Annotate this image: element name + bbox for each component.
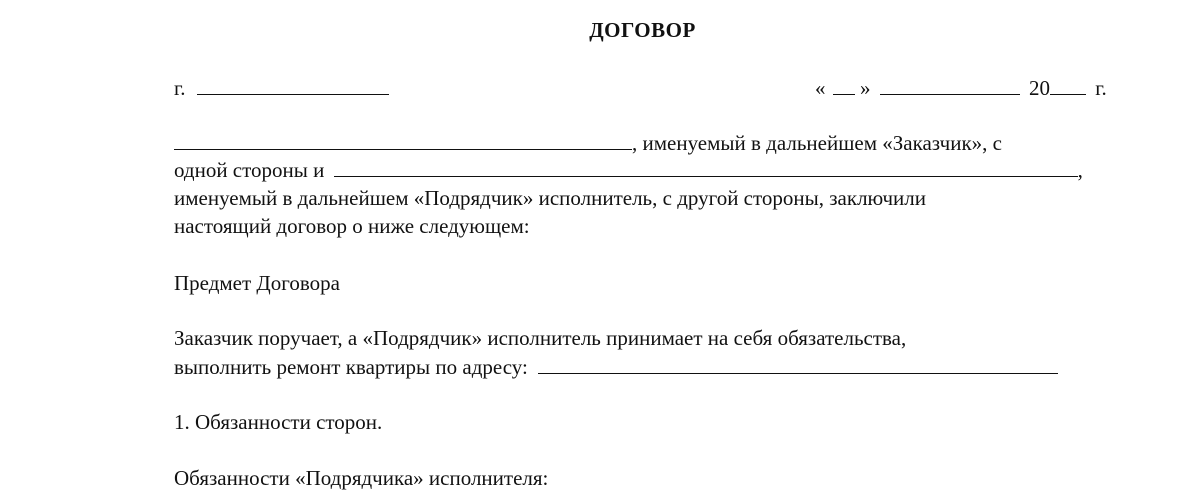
date-close-quote: »: [860, 76, 871, 100]
para1-line1-text: , именуемый в дальнейшем «Заказчик», с: [632, 131, 1003, 155]
city-blank: [197, 75, 389, 95]
year-blank: [1050, 75, 1086, 95]
para1-line1: [174, 130, 1002, 156]
day-blank: [833, 75, 855, 95]
document-title: ДОГОВОР: [589, 18, 696, 42]
year-prefix: 20: [1029, 76, 1050, 100]
city-prefix: г.: [174, 76, 186, 100]
date-line: [815, 75, 1107, 101]
date-open-quote: «: [815, 76, 826, 100]
city-line: [174, 75, 389, 101]
para1-line2: [174, 157, 1083, 183]
section1-heading: 1. Обязанности сторон.: [174, 410, 383, 434]
subject-line2: [174, 354, 1058, 380]
year-suffix: г.: [1095, 76, 1107, 100]
subject-line2-text: выполнить ремонт квартиры по адресу:: [174, 355, 528, 379]
para1-line2-text: одной стороны и: [174, 158, 325, 182]
para1-line4: настоящий договор о ниже следующем:: [174, 214, 530, 238]
para1-line3: именуемый в дальнейшем «Подрядчик» исполнитель, с другой стороны, заключили: [174, 186, 926, 210]
contractor-duties-heading: Обязанности «Подрядчика» исполнителя:: [174, 466, 549, 490]
para1-line2-comma: ,: [1077, 158, 1083, 182]
contractor-name-blank: [334, 157, 1078, 177]
month-blank: [880, 75, 1020, 95]
address-blank: [538, 354, 1058, 374]
subject-heading: Предмет Договора: [174, 271, 340, 295]
customer-name-blank: [174, 130, 632, 150]
subject-line1: Заказчик поручает, а «Подрядчик» исполнитель принимает на себя обязательства,: [174, 326, 907, 350]
